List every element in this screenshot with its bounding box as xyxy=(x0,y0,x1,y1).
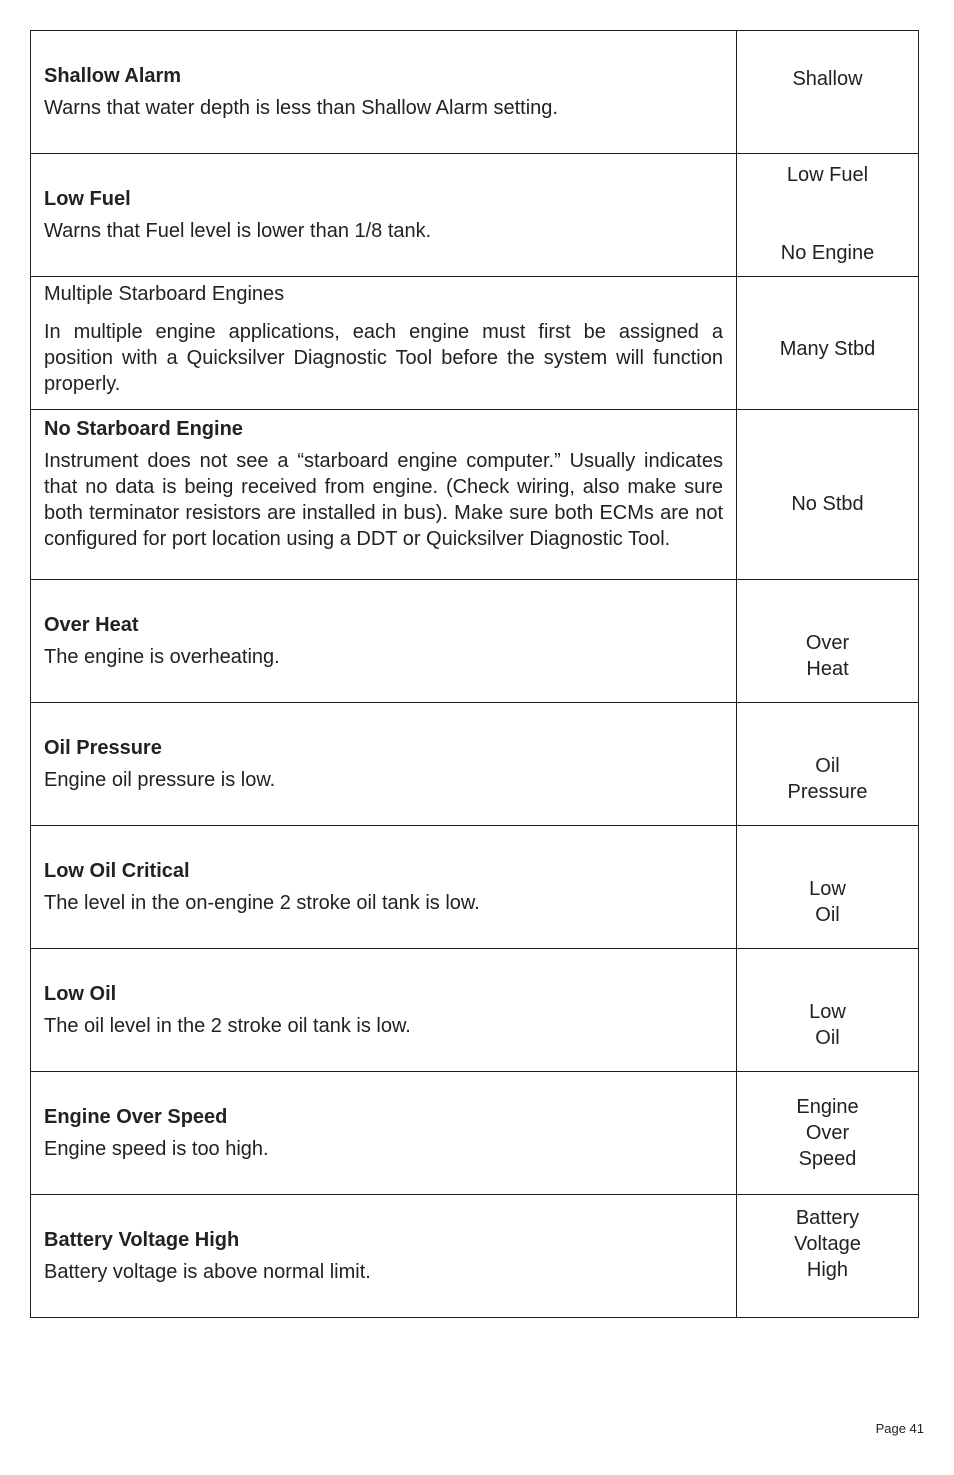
display-text: Engine xyxy=(796,1096,859,1118)
alarm-description-cell xyxy=(31,154,737,277)
alarm-title: Multiple Starboard Engines xyxy=(44,283,285,305)
alarm-description-cell xyxy=(31,1072,737,1195)
alarm-title: Over Heat xyxy=(44,614,139,636)
alarm-display-cell xyxy=(737,949,919,1072)
alarm-description-cell xyxy=(31,703,737,826)
alarm-title: Engine Over Speed xyxy=(44,1106,228,1128)
display-text: Over xyxy=(805,632,850,654)
alarm-title: Low Oil xyxy=(44,983,117,1005)
table-row xyxy=(31,1195,919,1318)
alarm-description: Warns that Fuel level is lower than 1/8 tank. xyxy=(44,220,432,242)
alarm-description-cell xyxy=(31,410,737,580)
table-row xyxy=(31,826,919,949)
display-text: Low Fuel xyxy=(786,164,869,186)
display-text: Heat xyxy=(806,658,849,680)
alarm-description: The level in the on-engine 2 stroke oil tank is low. xyxy=(44,892,480,914)
alarm-description-cell xyxy=(31,949,737,1072)
display-text: High xyxy=(806,1259,849,1281)
display-text: Speed xyxy=(798,1148,857,1170)
alarm-display-cell xyxy=(737,31,919,154)
display-text: Oil xyxy=(815,904,840,926)
display-text: No Stbd xyxy=(791,492,864,515)
display-text: Battery xyxy=(795,1207,860,1229)
alarm-description-cell xyxy=(31,826,737,949)
alarm-title: Low Fuel xyxy=(44,188,131,210)
alarm-description: Engine oil pressure is low. xyxy=(44,769,276,791)
table-row xyxy=(31,580,919,703)
alarm-table xyxy=(30,30,919,1318)
table-row xyxy=(31,31,919,154)
alarm-description: Instrument does not see a “starboard engine computer.” Usually indicates that no data is being received from engine. (Check wiring, also make sure both terminator resistors are installed in bus). Make sure both ECMs are not configured for port location using a DDT or Quicksilver Diagnostic Tool. xyxy=(44,450,723,550)
table-row xyxy=(31,949,919,1072)
alarm-display-cell xyxy=(737,277,919,410)
table-row xyxy=(31,277,919,410)
display-text: No Engine xyxy=(780,242,875,264)
display-text: Over xyxy=(805,1122,850,1144)
alarm-title: No Starboard Engine xyxy=(44,418,243,440)
alarm-description-cell xyxy=(31,277,737,410)
alarm-description-cell xyxy=(31,31,737,154)
alarm-description: Engine speed is too high. xyxy=(44,1138,269,1160)
display-text: Oil xyxy=(815,1027,840,1049)
display-text: Pressure xyxy=(787,781,868,803)
table-row xyxy=(31,154,919,277)
alarm-title: Oil Pressure xyxy=(44,737,162,759)
table-row xyxy=(31,410,919,580)
table-row xyxy=(31,1072,919,1195)
alarm-display-cell xyxy=(737,826,919,949)
alarm-display-cell xyxy=(737,1195,919,1318)
display-text: Voltage xyxy=(794,1233,861,1255)
alarm-display-cell xyxy=(737,580,919,703)
page-number: Page 41 xyxy=(875,1421,924,1436)
display-text: Shallow xyxy=(792,68,863,90)
alarm-description: The oil level in the 2 stroke oil tank is low. xyxy=(44,1015,411,1037)
display-text: Low xyxy=(809,878,846,900)
alarm-title: Shallow Alarm xyxy=(44,65,182,87)
alarm-title: Battery Voltage High xyxy=(44,1229,240,1251)
alarm-display-cell xyxy=(737,703,919,826)
display-text: Many Stbd xyxy=(779,338,876,360)
alarm-description: Warns that water depth is less than Shallow Alarm setting. xyxy=(44,97,558,119)
display-text: Low xyxy=(809,1001,846,1023)
alarm-display-cell xyxy=(737,410,919,580)
alarm-description: Battery voltage is above normal limit. xyxy=(44,1261,371,1283)
alarm-description: In multiple engine applications, each engine must first be assigned a position with a Quicksilver Diagnostic Tool before the system will function properly. xyxy=(44,321,723,395)
alarm-display-cell xyxy=(737,154,919,277)
alarm-title: Low Oil Critical xyxy=(44,860,190,882)
display-text: Oil xyxy=(815,755,840,777)
table-row xyxy=(31,703,919,826)
alarm-description-cell xyxy=(31,580,737,703)
alarm-description-cell xyxy=(31,1195,737,1318)
alarm-description: The engine is overheating. xyxy=(44,646,280,668)
alarm-display-cell xyxy=(737,1072,919,1195)
